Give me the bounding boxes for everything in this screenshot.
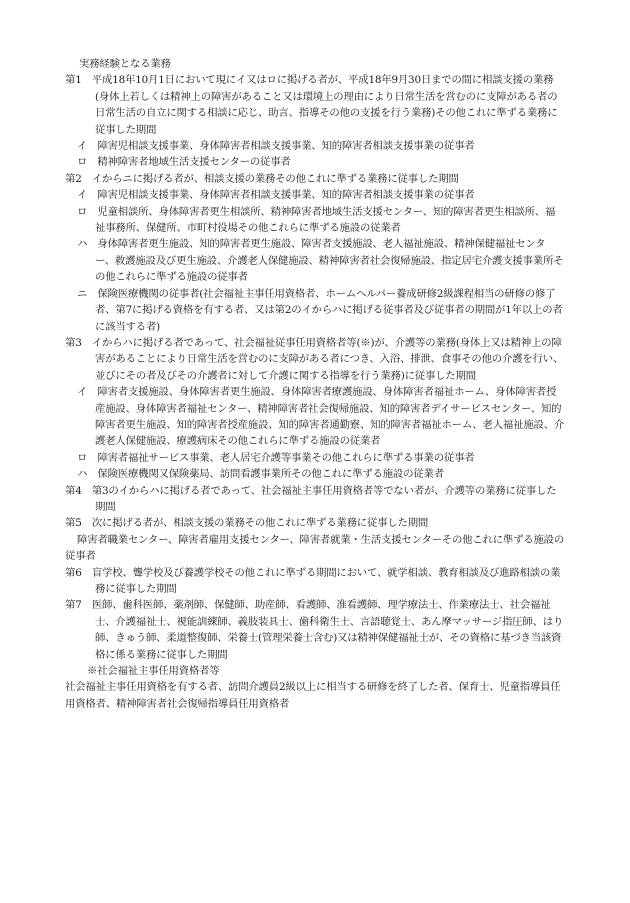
item-text: 身体障害者更生施設、知的障害者更生施設、障害者支援施設、老人福祉施設、精神保健福祉センター、救護施設及び更生施設、介護老人保健施設、精神障害者社会復帰施設、指定居宅介護支援事業所その他これらに準ずる施設の従事者: [95, 238, 564, 284]
section-text: 第3のイからハに掲げる者であって、社会福祉主事任用資格者等でない者が、介護等の業務に従事した期間: [91, 484, 557, 513]
item-text: 保険医療機関又保険薬局、訪問看護事業所その他これに準ずる施設の従業者: [97, 468, 444, 481]
item-label: ハ: [77, 468, 88, 481]
note-heading: ※社会福祉主事任用資格者等: [87, 665, 220, 678]
section-label: 第6: [65, 566, 82, 579]
item-text: 障害者福祉サービス事業、老人居宅介護等事業その他これらに準ずる事業の従事者: [97, 451, 475, 464]
item-label: イ: [77, 386, 88, 399]
item-text: 児童相談所、身体障害者更生相談所、精神障害者地域生活支援センター、知的障害者更生相談所、福祉事務所、保健所、市町村役場その他これらに準ずる施設の従業者: [95, 205, 556, 235]
section-5-paragraph: 障害者職業センター、障害者雇用支援センター、障害者就業・生活支援センターその他これに準ずる施設の従事者: [65, 533, 565, 563]
section-3: [65, 335, 565, 384]
section-text: イからハに掲げる者であって、社会福祉従事任用資格者等(※)が、介護等の業務(身体上又は精神上の障害があることにより日常生活を営むのに支障がある者につき、入浴、排泄、食事その他の介護を行い、並びにその者及びその介護者に対して介護に関する指導を行う業務)に従事した期間: [91, 336, 564, 382]
section-label: 第4: [65, 484, 82, 497]
item-label: ロ: [77, 451, 88, 464]
item-text: 障害者支援施設、身体障害者更生施設、身体障害者療護施設、身体障害者福祉ホーム、身体障害者授産施設、身体障害者福祉センター、精神障害者社会復帰施設、知的障害者デイサービスセンター、知的障害者更生施設、知的障害者授産施設、知的障害者通勤寮、知的障害者福祉ホーム、老人福祉施設、介護老人保健施設、療護病床その他これらに準ずる施設の従業者: [95, 386, 565, 448]
section-1: [65, 72, 565, 138]
section-text: 次に掲げる者が、相談支援の業務その他これに準ずる業務に従事した期間: [91, 517, 429, 530]
document-heading: 実務経験となる業務: [79, 58, 171, 70]
item-text: 精神障害者地域生活支援センターの従事者: [97, 156, 291, 169]
item-label: イ: [77, 189, 88, 202]
section-2: [65, 171, 565, 187]
document-page: [65, 56, 565, 712]
section-text: イからニに掲げる者が、相談支援の業務その他これに準ずる業務に従事した期間: [91, 172, 459, 185]
item-label: ニ: [77, 287, 88, 300]
section-2-item-ha: [65, 236, 565, 285]
section-4: [65, 483, 565, 516]
section-label: 第1: [65, 74, 82, 87]
section-6: [65, 565, 565, 598]
section-3-item-i: [65, 384, 565, 450]
section-text: 平成18年10月1日において現にイ又はロに掲げる者が、平成18年9月30日までの間に相談支援の業務(身体上若しくは精神上の障害があること又は環境上の理由により日常生活を営むのに支障がある者の日常生活の自立に関する相談に応じ、助言、指導その他の支援を行う業務)その他これに準ずる業務に従事した期間: [91, 74, 558, 136]
item-label: ハ: [77, 238, 88, 251]
section-1-item-i: [65, 138, 565, 154]
section-label: 第7: [65, 599, 82, 612]
section-5: [65, 515, 565, 531]
note-text: 社会福祉主事任用資格を有する者、訪問介護員2級以上に相当する研修を終了した者、保育士、児童指導員任用資格者、精神障害者社会復帰指導員任用資格者: [65, 681, 561, 710]
item-label: イ: [77, 140, 88, 153]
section-3-item-ha: [65, 466, 565, 482]
item-text: 保険医療機関の従事者(社会福祉主事任用資格者、ホームヘルパー養成研修2級課程相当の研修の修了者、第7に掲げる資格を有する者、又は第2のイからハに掲げる従事者及び従事者の期間が1年以上の者に該当する者): [95, 287, 563, 333]
item-label: ロ: [77, 205, 88, 218]
section-label: 第2: [65, 172, 82, 185]
section-text: 医師、歯科医師、薬剤師、保健師、助産師、看護師、准看護師、理学療法士、作業療法士、社会福祉士、介護福祉士、視能訓練師、義肢装具士、歯科衛生士、言語聴覚士、あん摩マッサージ指圧師、はり師、きゅう師、柔道整復師、栄養士(管理栄養士含む)又は精神保健福祉士が、その資格に基づき当該資格に係る業務に従事した期間: [91, 599, 564, 661]
item-label: ロ: [77, 156, 88, 169]
section-1-item-ro: [65, 154, 565, 170]
section-label: 第3: [65, 336, 82, 349]
section-2-item-i: [65, 187, 565, 203]
item-text: 障害児相談支援事業、身体障害者相談支援事業、知的障害者相談支援事業の従事者: [97, 189, 475, 202]
section-text: 盲学校、聾学校及び養護学校その他これに準ずる期間において、就学相談、教育相談及び進路相談の業務に従事した期間: [91, 566, 561, 595]
section-2-item-ni: [65, 286, 565, 335]
section-2-item-ro: [65, 204, 565, 237]
section-7: [65, 597, 565, 663]
item-text: 障害児相談支援事業、身体障害者相談支援事業、知的障害者相談支援事業の従事者: [97, 140, 475, 153]
section-3-item-ro: [65, 450, 565, 466]
section-label: 第5: [65, 517, 82, 530]
